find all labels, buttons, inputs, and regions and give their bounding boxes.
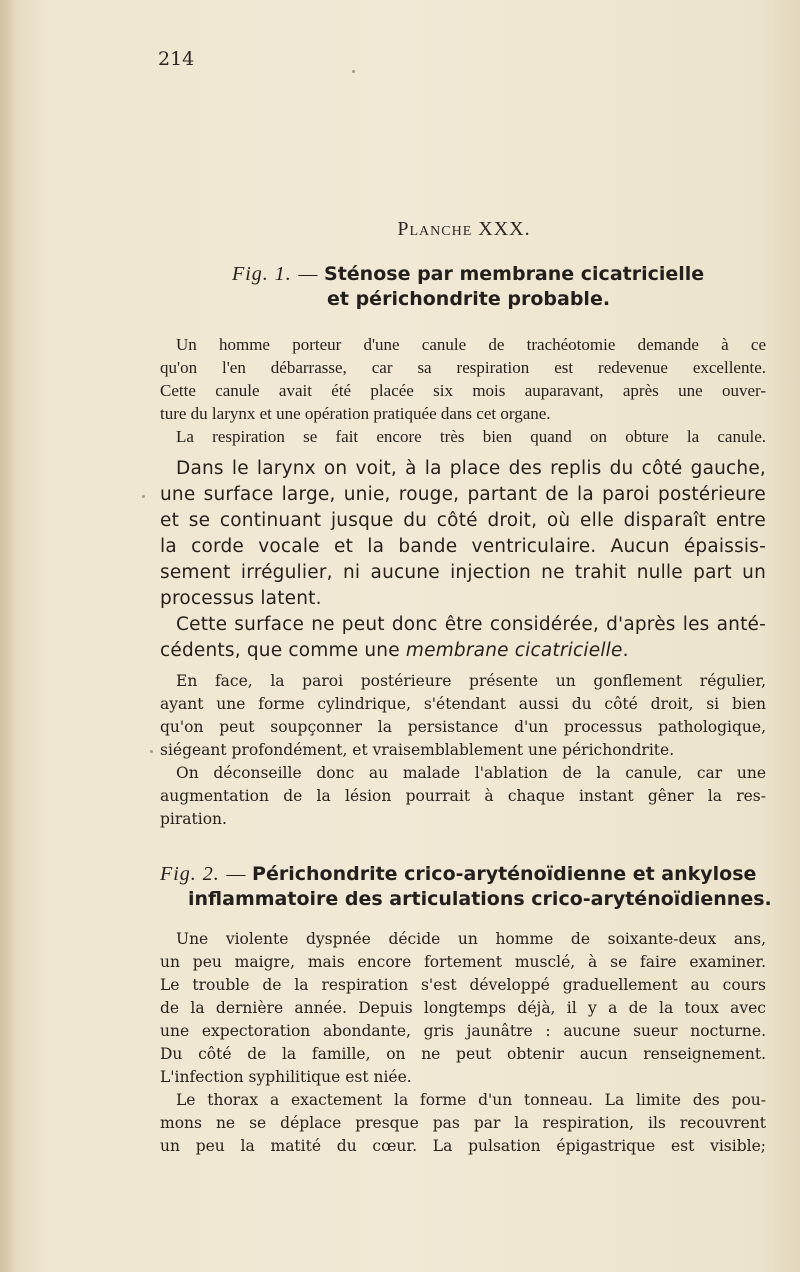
paragraph-line: On déconseille donc au malade l'ablation de la canule, car une: [176, 764, 766, 782]
figure-1-heading: [232, 262, 752, 311]
paragraph-line: une surface large, unie, rouge, partant de la paroi postérieure: [160, 484, 766, 505]
paragraph-line: Dans le larynx on voit, à la place des replis du côté gauche,: [176, 458, 766, 479]
paragraph-line: piration.: [160, 810, 227, 828]
paragraph-line: qu'on l'en débarrasse, car sa respiration est redevenue excellente.: [160, 358, 766, 377]
paragraph-line: Le trouble de la respiration s'est développé graduellement au cours: [160, 976, 766, 994]
paragraph-line: L'infection syphilitique est niée.: [160, 1068, 412, 1086]
paragraph-line: de la dernière année. Depuis longtemps déjà, il y a de la toux avec: [160, 999, 766, 1017]
paragraph-3: [160, 670, 766, 831]
paragraph-line: ayant une forme cylindrique, s'étendant aussi du côté droit, si bien: [160, 695, 766, 713]
paragraph-line: une expectoration abondante, gris jaunâtre : aucune sueur nocturne.: [160, 1022, 766, 1040]
figure-2-dash: —: [226, 864, 246, 885]
paragraph-line: sement irrégulier, ni aucune injection ne trahit nulle part un: [160, 562, 766, 583]
figure-2-title-line2: inflammatoire des articulations crico-aryténoïdiennes.: [188, 888, 772, 910]
paper-speck: [142, 495, 145, 498]
paragraph-line: et se continuant jusque du côté droit, où elle disparaît entre: [160, 510, 766, 531]
paper-speck: [150, 750, 153, 753]
figure-1-dash: —: [298, 264, 318, 285]
paragraph-line: un peu maigre, mais encore fortement musclé, à se faire examiner.: [160, 953, 766, 971]
paragraph-line: mons ne se déplace presque pas par la respiration, ils recouvrent: [160, 1114, 766, 1132]
paragraph-line: ture du larynx et une opération pratiquée dans cet organe.: [160, 404, 551, 423]
paragraph-line: la corde vocale et la bande ventriculaire. Aucun épaissis-: [160, 536, 766, 557]
paragraph-line: qu'on peut soupçonner la persistance d'un processus pathologique,: [160, 718, 766, 736]
paragraph-1: [160, 333, 766, 448]
page-edge-shadow: [0, 0, 14, 1272]
paragraph-line: processus latent.: [160, 588, 322, 609]
paragraph-line: Le thorax a exactement la forme d'un tonneau. La limite des pou-: [176, 1091, 766, 1109]
text-segment: cédents, que comme une: [160, 640, 406, 661]
paragraph-line: Cette surface ne peut donc être considérée, d'après les anté-: [176, 614, 766, 635]
paragraph-line: La respiration se fait encore très bien quand on obture la canule.: [176, 427, 766, 446]
paragraph-line: Cette canule avait été placée six mois auparavant, après une ouver-: [160, 381, 766, 400]
paragraph-line: En face, la paroi postérieure présente un gonflement régulier,: [176, 672, 766, 690]
paragraph-line: augmentation de la lésion pourrait à chaque instant gêner la res-: [160, 787, 766, 805]
figure-1-label: Fig. 1.: [232, 263, 292, 285]
plate-title: Planche XXX.: [397, 218, 531, 240]
paragraph-2: [160, 456, 766, 664]
figure-1-title-line2: et périchondrite probable.: [327, 288, 611, 310]
paragraph-line: siégeant profondément, et vraisemblablement une périchondrite.: [160, 741, 675, 759]
page-number: 214: [158, 48, 195, 70]
paragraph-line: Un homme porteur d'une canule de trachéotomie demande à ce: [176, 335, 766, 354]
emphasized-term: membrane cicatricielle: [405, 640, 623, 661]
paragraph-line: Une violente dyspnée décide un homme de soixante-deux ans,: [176, 930, 766, 948]
paragraph-line: Du côté de la famille, on ne peut obtenir aucun renseignement.: [160, 1045, 766, 1063]
figure-1-title-line1: Sténose par membrane cicatricielle: [324, 263, 705, 285]
paragraph-4: [160, 928, 766, 1158]
paragraph-line: [160, 638, 766, 664]
text-segment: .: [622, 640, 629, 661]
paragraph-line: un peu la matité du cœur. La pulsation épigastrique est visible;: [160, 1137, 766, 1155]
figure-2-label: Fig. 2.: [160, 863, 220, 885]
figure-2-title-line1: Périchondrite crico-aryténoïdienne et ankylose: [252, 863, 757, 885]
figure-2-heading: [160, 862, 780, 911]
paper-speck: [352, 70, 355, 73]
